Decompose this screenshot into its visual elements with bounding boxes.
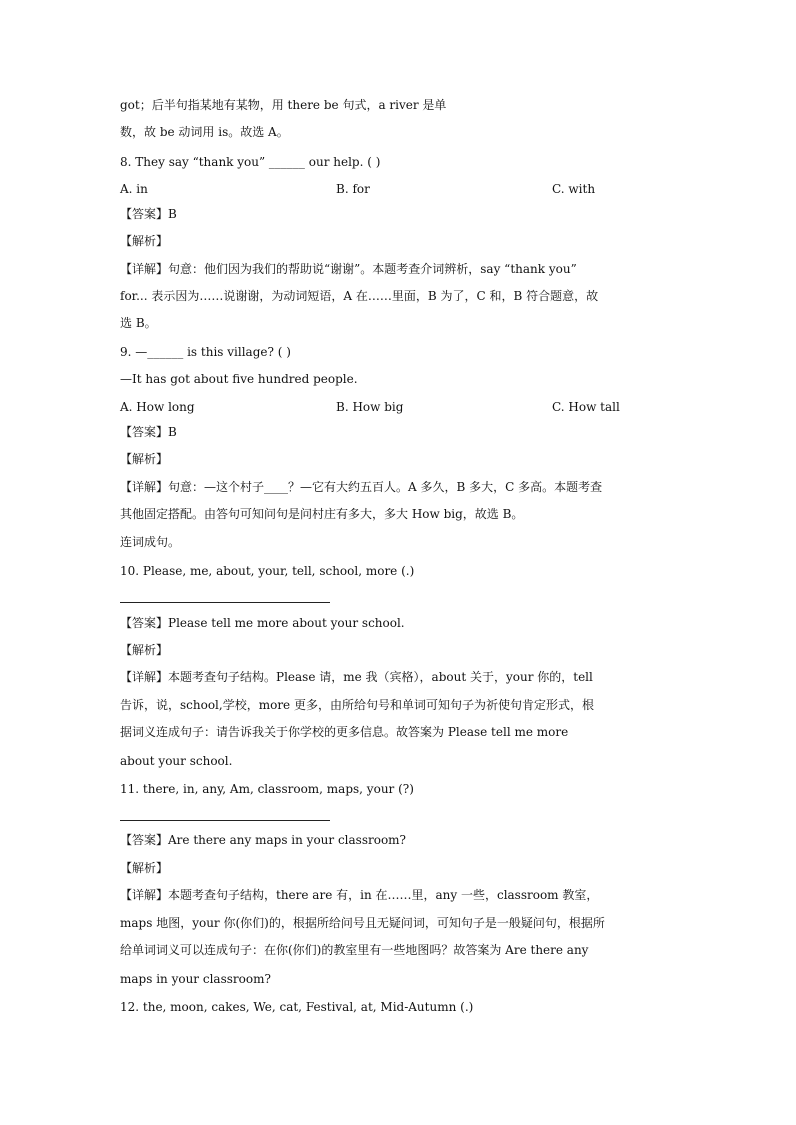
answer-label: 【答案】B (120, 207, 177, 221)
detail-text: 给单词词义可以连成句子：在你(你们)的教室里有一些地图吗？故答案为 Are there any (120, 943, 589, 957)
detail-text: 其他固定搭配。由答句可知问句是问村庄有多大，多大 How big，故选 B。 (120, 507, 524, 521)
option-b: B. How big (336, 400, 404, 414)
question-9-options (120, 399, 680, 415)
detail-text: maps in your classroom? (120, 972, 271, 986)
question-12: 12. the, moon, cakes, We, cat, Festival, at, Mid-Autumn (.) (120, 1000, 474, 1014)
question-10: 10. Please, me, about, your, tell, school, more (.) (120, 564, 415, 578)
detail-text: 据词义连成句子：请告诉我关于你学校的更多信息。故答案为 Please tell me more (120, 725, 569, 739)
detail-text: for... 表示因为……说谢谢，为动词短语，A 在……里面，B 为了，C 和，B 符合题意，故 (120, 289, 599, 303)
question-8: 8. They say “thank you” ______ our help. ( ) (120, 155, 381, 169)
detail-text: maps 地图，your 你(你们)的，根据所给问号且无疑问词，可知句子是一般疑问句，根据所 (120, 916, 605, 930)
answer-blank-line (120, 820, 330, 821)
question-11: 11. there, in, any, Am, classroom, maps, your (?) (120, 782, 414, 796)
text-line: got；后半句指某地有某物，用 there be 句式，a river 是单 (120, 98, 447, 112)
analysis-label: 【解析】 (120, 861, 169, 875)
answer-label: 【答案】Please tell me more about your school. (120, 616, 405, 630)
option-c: C. How tall (552, 400, 620, 414)
detail-text: about your school. (120, 754, 233, 768)
option-a: A. in (120, 182, 148, 196)
detail-text: 【详解】本题考查句子结构。Please 请，me 我（宾格），about 关于，your 你的，tell (120, 670, 593, 684)
analysis-label: 【解析】 (120, 452, 169, 466)
detail-text: 【详解】句意：—这个村子____？—它有大约五百人。A 多久，B 多大，C 多高。本题考查 (120, 480, 603, 494)
question-8-options (120, 181, 680, 197)
analysis-label: 【解析】 (120, 234, 169, 248)
detail-text: 选 B。 (120, 316, 157, 330)
option-b: B. for (336, 182, 370, 196)
text-line: 数，故 be 动词用 is。故选 A。 (120, 125, 289, 139)
answer-blank-line (120, 602, 330, 603)
detail-text: 告诉，说，school,学校，more 更多，由所给句号和单词可知句子为祈使句肯定形式，根 (120, 698, 594, 712)
detail-text: 【详解】句意：他们因为我们的帮助说“谢谢”。本题考查介词辨析，say “thank you” (120, 262, 577, 276)
option-c: C. with (552, 182, 596, 196)
analysis-label: 【解析】 (120, 643, 169, 657)
option-a: A. How long (120, 400, 195, 414)
answer-label: 【答案】B (120, 425, 177, 439)
answer-label: 【答案】Are there any maps in your classroom? (120, 833, 406, 847)
question-9-reply: —It has got about five hundred people. (120, 372, 358, 386)
question-9: 9. —______ is this village? ( ) (120, 345, 291, 359)
section-heading: 连词成句。 (120, 535, 181, 549)
detail-text: 【详解】本题考查句子结构，there are 有，in 在……里，any 一些，classroom 教室， (120, 888, 599, 902)
